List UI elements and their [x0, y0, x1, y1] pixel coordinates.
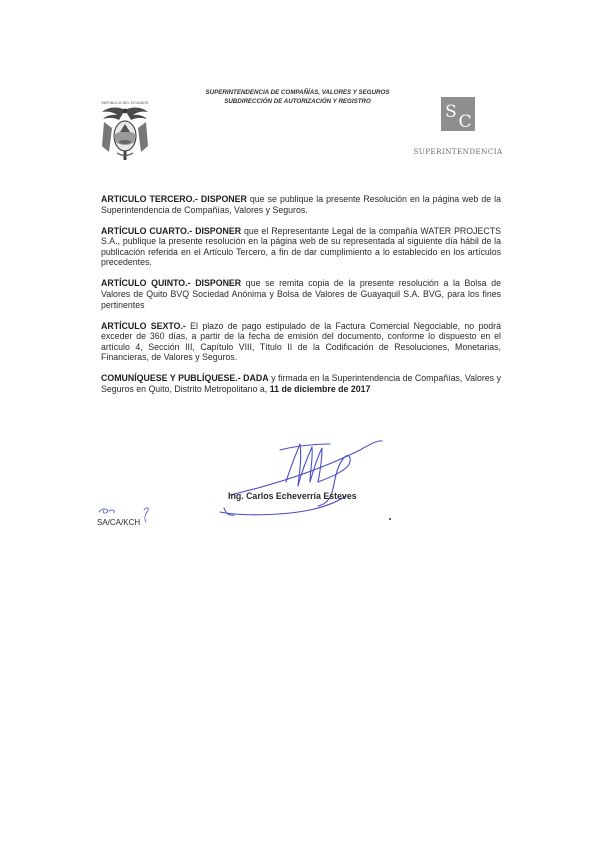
- header-subdirection: SUBDIRECCIÓN DE AUTORIZACIÓN Y REGISTRO: [224, 98, 371, 105]
- resolution-body: [101, 194, 501, 405]
- logo-text: SUPERINTENDENCIA: [413, 147, 503, 156]
- svg-text:C: C: [458, 112, 472, 132]
- article-label: ARTÍCULO SEXTO.-: [101, 320, 186, 331]
- header-institution: SUPERINTENDENCIA DE COMPAÑÍAS, VALORES Y SEGUROS: [205, 89, 390, 96]
- logo-monogram: S: [445, 102, 457, 122]
- article-text: que se publique la presente Resolución en la página web de la Superintendencia de Compañías, Valores y Seguros.: [101, 194, 501, 215]
- article-text: que el Representante Legal de la compañía WATER PROJECTS S.A., publique la presente resolución en la página web de su representada al siguiente día hábil de la publicación referida en el Artículo Tercero, a fin de dar cumplimiento a lo establecido en los artículos precedentes.: [101, 225, 501, 268]
- article-paragraph: [101, 321, 501, 363]
- superintendencia-logo: [410, 95, 506, 163]
- document-header: [160, 88, 435, 106]
- closing-label: COMUNÍQUESE Y PUBLÍQUESE.- DADA: [101, 373, 269, 384]
- closing-date: 11 de diciembre de 2017: [269, 383, 371, 394]
- closing-text: y firmada en la Superintendencia de Compañías, Valores y Seguros en Quito, Distrito Metropolitano a,: [101, 373, 501, 394]
- coat-of-arms-icon: [98, 98, 152, 162]
- initials-reference: SA/CA/KCH: [97, 518, 141, 527]
- crest-caption: REPÚBLICA DEL ECUADOR: [101, 101, 149, 105]
- article-text: El plazo de pago estipulado de la Factura Comercial Negociable, no podrá exceder de 360 días, a partir de la fecha de emisión del documento, conforme lo dispuesto en el artículo 4, Sección III, Capítulo VIII, Título II de la Codificación de Resoluciones, Monetarias, Financieras, de Valores y Seguros.: [101, 320, 502, 363]
- article-label: ARTÍCULO CUARTO.- DISPONER: [101, 225, 242, 236]
- article-paragraph: [101, 226, 501, 268]
- signer-name: Ing. Carlos Echeverría Esteves: [228, 491, 357, 501]
- article-paragraph: [101, 194, 501, 215]
- article-paragraph: [101, 278, 501, 310]
- closing-paragraph: [101, 373, 501, 394]
- article-text: que se remita copia de la presente resolución a la Bolsa de Valores de Quito BVQ Sociedad Anónima y Bolsa de Valores de Guayaquil S.A. BVG, para los fines pertinentes: [101, 278, 501, 310]
- ink-dot: [389, 518, 391, 520]
- article-label: ARTICULO TERCERO.- DISPONER: [101, 194, 247, 204]
- handwritten-signature: [200, 420, 400, 530]
- sc-monogram-icon: [410, 95, 506, 147]
- article-label: ARTÍCULO QUINTO.- DISPONER: [101, 278, 242, 289]
